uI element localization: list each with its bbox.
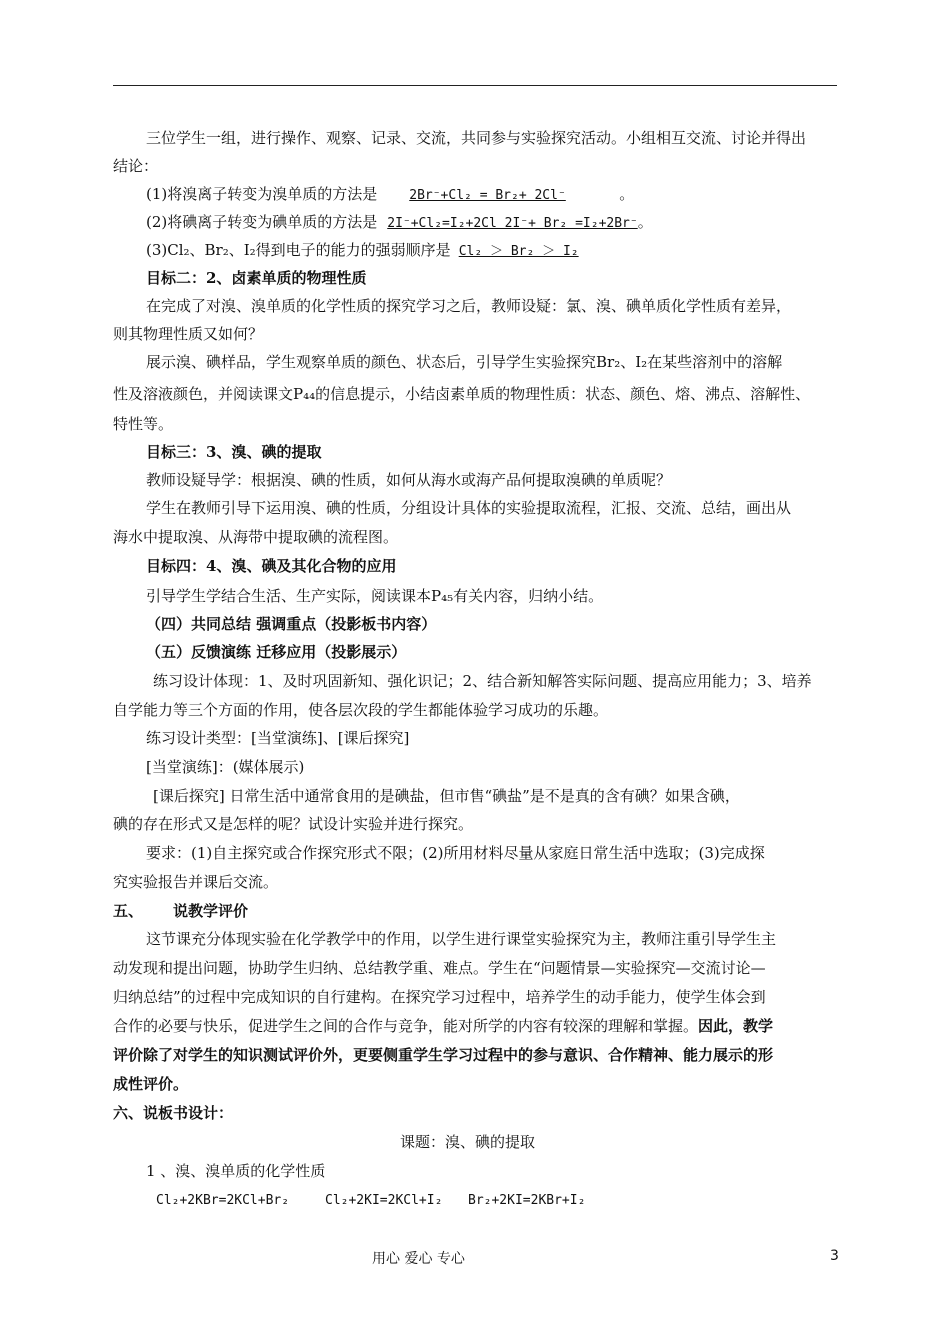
goal-2-heading: 目标二：2、卤素单质的物理性质 bbox=[146, 269, 367, 287]
paragraph-line: 究实验报告并课后交流。 bbox=[113, 873, 279, 891]
question-3-answer: Cl₂ ＞ Br₂ ＞ I₂ bbox=[458, 244, 579, 259]
paragraph-line: 学生在教师引导下运用溴、碘的性质，分组设计具体的实验提取流程，汇报、交流、总结，画出从 bbox=[146, 499, 792, 517]
paragraph-line: 成性评价。 bbox=[113, 1075, 189, 1093]
question-2-answer: 2I⁻+Cl₂=I₂+2Cl 2I⁻+ Br₂ =I₂+2Br⁻ bbox=[387, 216, 638, 231]
goal-3-heading: 目标三：3、溴、碘的提取 bbox=[146, 443, 322, 461]
question-1-answer: 2Br⁻+Cl₂ = Br₂+ 2Cl⁻ bbox=[409, 188, 566, 203]
equation-1: Cl₂+2KBr=2KCl+Br₂ bbox=[156, 1193, 290, 1208]
question-1 bbox=[146, 184, 634, 206]
section-4-heading: （四）共同总结 强调重点（投影板书内容） bbox=[146, 615, 437, 633]
paragraph-line: 在完成了对溴、溴单质的化学性质的探究学习之后，教师设疑：氯、溴、碘单质化学性质有差异， bbox=[146, 297, 792, 315]
paragraph-line: 要求：(1)自主探究或合作探究形式不限；(2)所用材料尽量从家庭日常生活中选取；(3)完成探 bbox=[146, 844, 765, 862]
paragraph-line: 性及溶液颜色，并阅读课文P₄₄的信息提示，小结卤素单质的物理性质：状态、颜色、熔、沸点、溶解性、 bbox=[113, 385, 811, 403]
paragraph-line: 海水中提取溴、从海带中提取碘的流程图。 bbox=[113, 528, 399, 546]
footer-motto: 用心 爱心 专心 bbox=[372, 1251, 465, 1267]
board-topic: 课题：溴、碘的提取 bbox=[400, 1133, 536, 1151]
section-title: 说教学评价 bbox=[173, 902, 249, 920]
paragraph-line: 特性等。 bbox=[113, 415, 174, 433]
section-5-title bbox=[113, 901, 248, 921]
paragraph-line: 引导学生学结合生活、生产实际，阅读课本P₄₅有关内容，归纳小结。 bbox=[146, 587, 604, 605]
paragraph-line: 三位学生一组，进行操作、观察、记录、交流，共同参与实验探究活动。小组相互交流、讨论并得出 bbox=[146, 129, 807, 147]
paragraph-line: 评价除了对学生的知识测试评价外，更要侧重学生学习过程中的参与意识、合作精神、能力展示的形 bbox=[113, 1046, 774, 1064]
section-number: 五、 bbox=[113, 902, 144, 920]
question-3 bbox=[146, 240, 579, 262]
paragraph-text: 合作的必要与快乐，促进学生之间的合作与竞争，能对所学的内容有较深的理解和掌握。 bbox=[113, 1017, 699, 1035]
paragraph-line: 自学能力等三个方面的作用，使各层次段的学生都能体验学习成功的乐趣。 bbox=[113, 701, 609, 719]
question-1-end: 。 bbox=[619, 185, 635, 203]
question-1-prefix: (1)将溴离子转变为溴单质的方法是 bbox=[146, 185, 378, 203]
page-number: 3 bbox=[830, 1248, 839, 1264]
paragraph-line: 展示溴、碘样品，学生观察单质的颜色、状态后，引导学生实验探究Br₂、I₂在某些溶剂中的溶解 bbox=[146, 353, 783, 371]
paragraph-line: 动发现和提出问题，协助学生归纳、总结教学重、难点。学生在“问题情景—实验探究—交流讨论— bbox=[113, 959, 766, 977]
paragraph-line: 练习设计类型：[当堂演练]、[课后探究] bbox=[146, 729, 410, 747]
paragraph-line: 则其物理性质又如何？ bbox=[113, 325, 264, 343]
paragraph-line: 结论： bbox=[113, 157, 159, 175]
paragraph-line: 这节课充分体现实验在化学教学中的作用，以学生进行课堂实验探究为主，教师注重引导学生主 bbox=[146, 930, 777, 948]
goal-4-heading: 目标四：4、溴、碘及其化合物的应用 bbox=[146, 557, 397, 575]
question-2-prefix: (2)将碘离子转变为碘单质的方法是 bbox=[146, 213, 378, 231]
question-2 bbox=[146, 212, 653, 234]
paragraph-line bbox=[113, 1016, 773, 1036]
question-3-prefix: (3)Cl₂、Br₂、I₂得到电子的能力的强弱顺序是 bbox=[146, 241, 451, 259]
paragraph-line: 练习设计体现：1、及时巩固新知、强化识记；2、结合新知解答实际问题、提高应用能力；3、培养 bbox=[153, 672, 812, 690]
section-5-heading: （五）反馈演练 迁移应用（投影展示） bbox=[146, 643, 407, 661]
section-6-heading: 六、说板书设计： bbox=[113, 1104, 234, 1122]
question-2-end: 。 bbox=[637, 213, 653, 231]
paragraph-line: 碘的存在形式又是怎样的呢？试设计实验并进行探究。 bbox=[113, 815, 474, 833]
paragraph-line: 归纳总结”的过程中完成知识的自行建构。在探究学习过程中，培养学生的动手能力，使学生体会到 bbox=[113, 988, 766, 1006]
header-rule bbox=[113, 85, 837, 86]
paragraph-line: 教师设疑导学：根据溴、碘的性质，如何从海水或海产品何提取溴碘的单质呢？ bbox=[146, 471, 672, 489]
paragraph-bold-text: 因此，教学 bbox=[698, 1017, 774, 1035]
equation-2: Cl₂+2KI=2KCl+I₂ bbox=[325, 1193, 443, 1208]
board-item-1: 1 、溴、溴单质的化学性质 bbox=[146, 1162, 326, 1180]
paragraph-line: [当堂演练]：(媒体展示) bbox=[146, 758, 305, 776]
paragraph-line: [课后探究] 日常生活中通常食用的是碘盐，但市售“碘盐”是不是真的含有碘？如果含碘， bbox=[153, 787, 740, 805]
equation-3: Br₂+2KI=2KBr+I₂ bbox=[468, 1193, 586, 1208]
